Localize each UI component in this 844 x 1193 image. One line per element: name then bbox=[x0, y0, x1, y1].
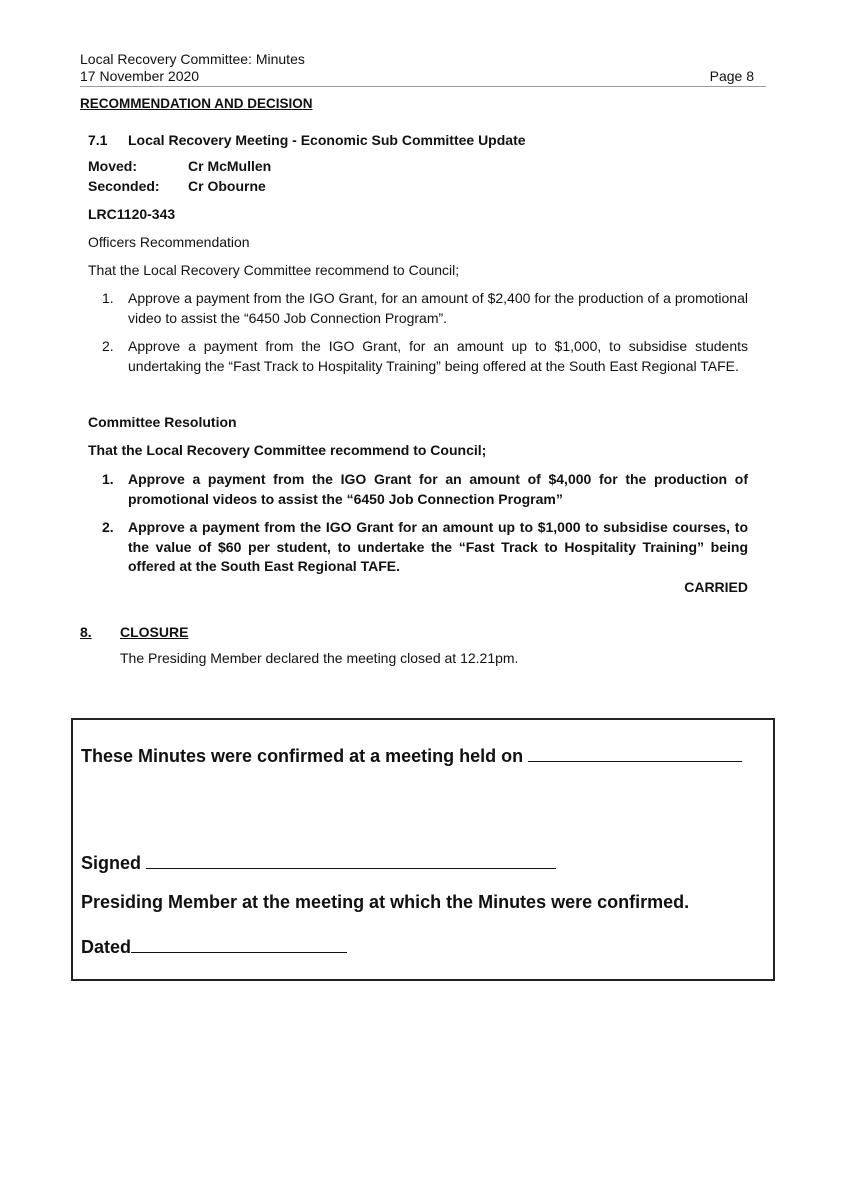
list-item-text: Approve a payment from the IGO Grant for an amount of $4,000 for the production of promotional videos to assist the “6450 Job Connection Program” bbox=[128, 471, 748, 507]
item-title: Local Recovery Meeting - Economic Sub Committee Update bbox=[128, 132, 526, 148]
list-item-text: Approve a payment from the IGO Grant for an amount up to $1,000 to subsidise courses, to the value of $60 per student, to undertake the “Fast Track to Hospitality Training” being offered at the South East Regional TAFE. bbox=[128, 519, 748, 574]
signed-line bbox=[81, 850, 556, 874]
seconded-row bbox=[88, 178, 266, 194]
officers-intro: That the Local Recovery Committee recommend to Council; bbox=[88, 262, 460, 278]
header-title-block bbox=[80, 51, 305, 85]
confirmed-date-blank bbox=[528, 743, 742, 762]
resolution-intro: That the Local Recovery Committee recommend to Council; bbox=[88, 442, 487, 458]
list-item-text: Approve a payment from the IGO Grant, for an amount of $2,400 for the production of a promotional video to assist the “6450 Job Connection Program”. bbox=[128, 290, 748, 326]
signed-label: Signed bbox=[81, 853, 142, 873]
seconded-value: Cr Obourne bbox=[188, 178, 266, 194]
list-item-text: Approve a payment from the IGO Grant, for an amount up to $1,000, to subsidise students undertaking the “Fast Track to Hospitality Training” being offered at the South East Regional TAFE. bbox=[128, 338, 748, 374]
confirmed-line bbox=[81, 743, 742, 767]
list-item bbox=[100, 289, 748, 328]
item-number: 7.1 bbox=[88, 132, 108, 148]
list-item bbox=[100, 337, 748, 376]
moved-row bbox=[88, 158, 271, 174]
seconded-label: Seconded: bbox=[88, 178, 160, 194]
resolution-heading: Committee Resolution bbox=[88, 414, 237, 430]
list-item-number: 2. bbox=[102, 338, 114, 354]
list-item-number: 1. bbox=[102, 290, 114, 306]
list-item bbox=[100, 518, 748, 577]
moved-label: Moved: bbox=[88, 158, 137, 174]
list-item bbox=[100, 470, 748, 509]
dated-label: Dated bbox=[81, 937, 132, 957]
header-divider bbox=[80, 86, 766, 87]
signed-blank bbox=[146, 850, 556, 869]
page-number: Page 8 bbox=[709, 68, 754, 84]
document-date: 17 November 2020 bbox=[80, 68, 200, 84]
moved-value: Cr McMullen bbox=[188, 158, 272, 174]
closure-text: The Presiding Member declared the meeting closed at 12.21pm. bbox=[120, 650, 519, 666]
document-title: Local Recovery Committee: Minutes bbox=[80, 51, 305, 67]
dated-line bbox=[81, 934, 347, 958]
closure-title: CLOSURE bbox=[120, 624, 189, 640]
dated-blank bbox=[131, 934, 347, 953]
presiding-text: Presiding Member at the meeting at which the Minutes were confirmed. bbox=[81, 892, 690, 912]
officers-list bbox=[100, 289, 748, 385]
confirmation-box bbox=[71, 718, 775, 981]
list-item-number: 1. bbox=[102, 471, 114, 487]
section-heading: RECOMMENDATION AND DECISION bbox=[80, 96, 313, 111]
item-heading bbox=[88, 132, 526, 148]
resolution-list bbox=[100, 470, 748, 586]
closure-number: 8. bbox=[80, 624, 92, 640]
reference-number: LRC1120-343 bbox=[88, 206, 176, 222]
list-item-number: 2. bbox=[102, 519, 114, 535]
officers-heading: Officers Recommendation bbox=[88, 234, 250, 250]
status-carried: CARRIED bbox=[684, 579, 748, 595]
confirmed-text: These Minutes were confirmed at a meeting held on bbox=[81, 746, 524, 766]
